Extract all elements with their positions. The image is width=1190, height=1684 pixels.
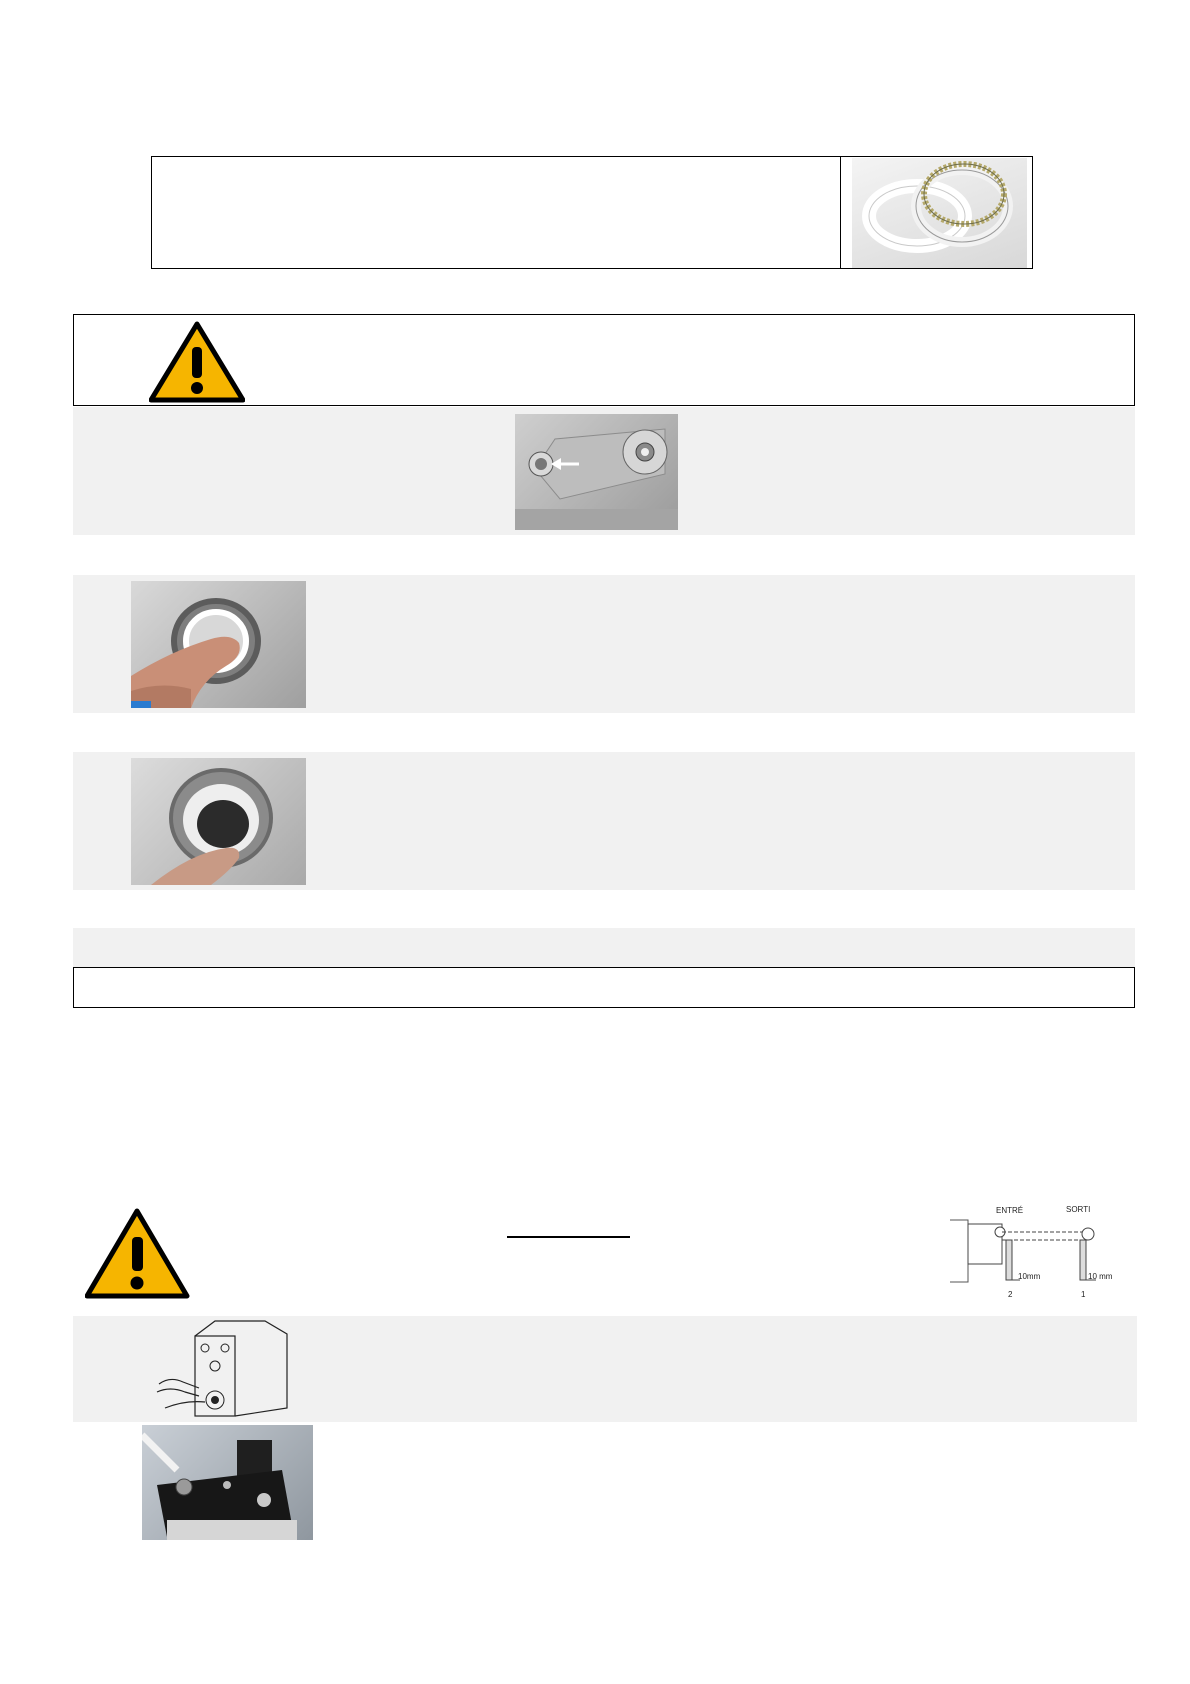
diagram-dim-exit: 10 mm xyxy=(1088,1272,1113,1281)
note-box xyxy=(73,967,1135,1008)
diagram-port-entry-number: 2 xyxy=(1008,1290,1013,1299)
seal-removal-photo xyxy=(131,758,306,885)
warning-triangle-icon xyxy=(149,321,245,403)
diagram-label-entry: ENTRÉ xyxy=(996,1206,1024,1215)
note-band xyxy=(73,928,1135,967)
warning-box-1 xyxy=(73,314,1135,406)
warning-triangle-icon xyxy=(85,1208,190,1300)
underlined-heading xyxy=(507,1220,630,1238)
cylinder-port-diagram xyxy=(948,1200,1118,1305)
valve-line-drawing xyxy=(155,1316,295,1422)
valve-block-photo xyxy=(142,1425,313,1540)
gasket-box-divider xyxy=(840,157,841,268)
gasket-info-box xyxy=(151,156,1033,269)
diagram-port-exit-number: 1 xyxy=(1081,1290,1086,1299)
gasket-rings-photo xyxy=(852,158,1027,268)
diagram-label-exit: SORTI xyxy=(1066,1205,1091,1214)
diagram-dim-entry: 10mm xyxy=(1018,1272,1041,1281)
bracket-bolt-photo xyxy=(515,414,678,530)
finger-seal-photo xyxy=(131,581,306,708)
